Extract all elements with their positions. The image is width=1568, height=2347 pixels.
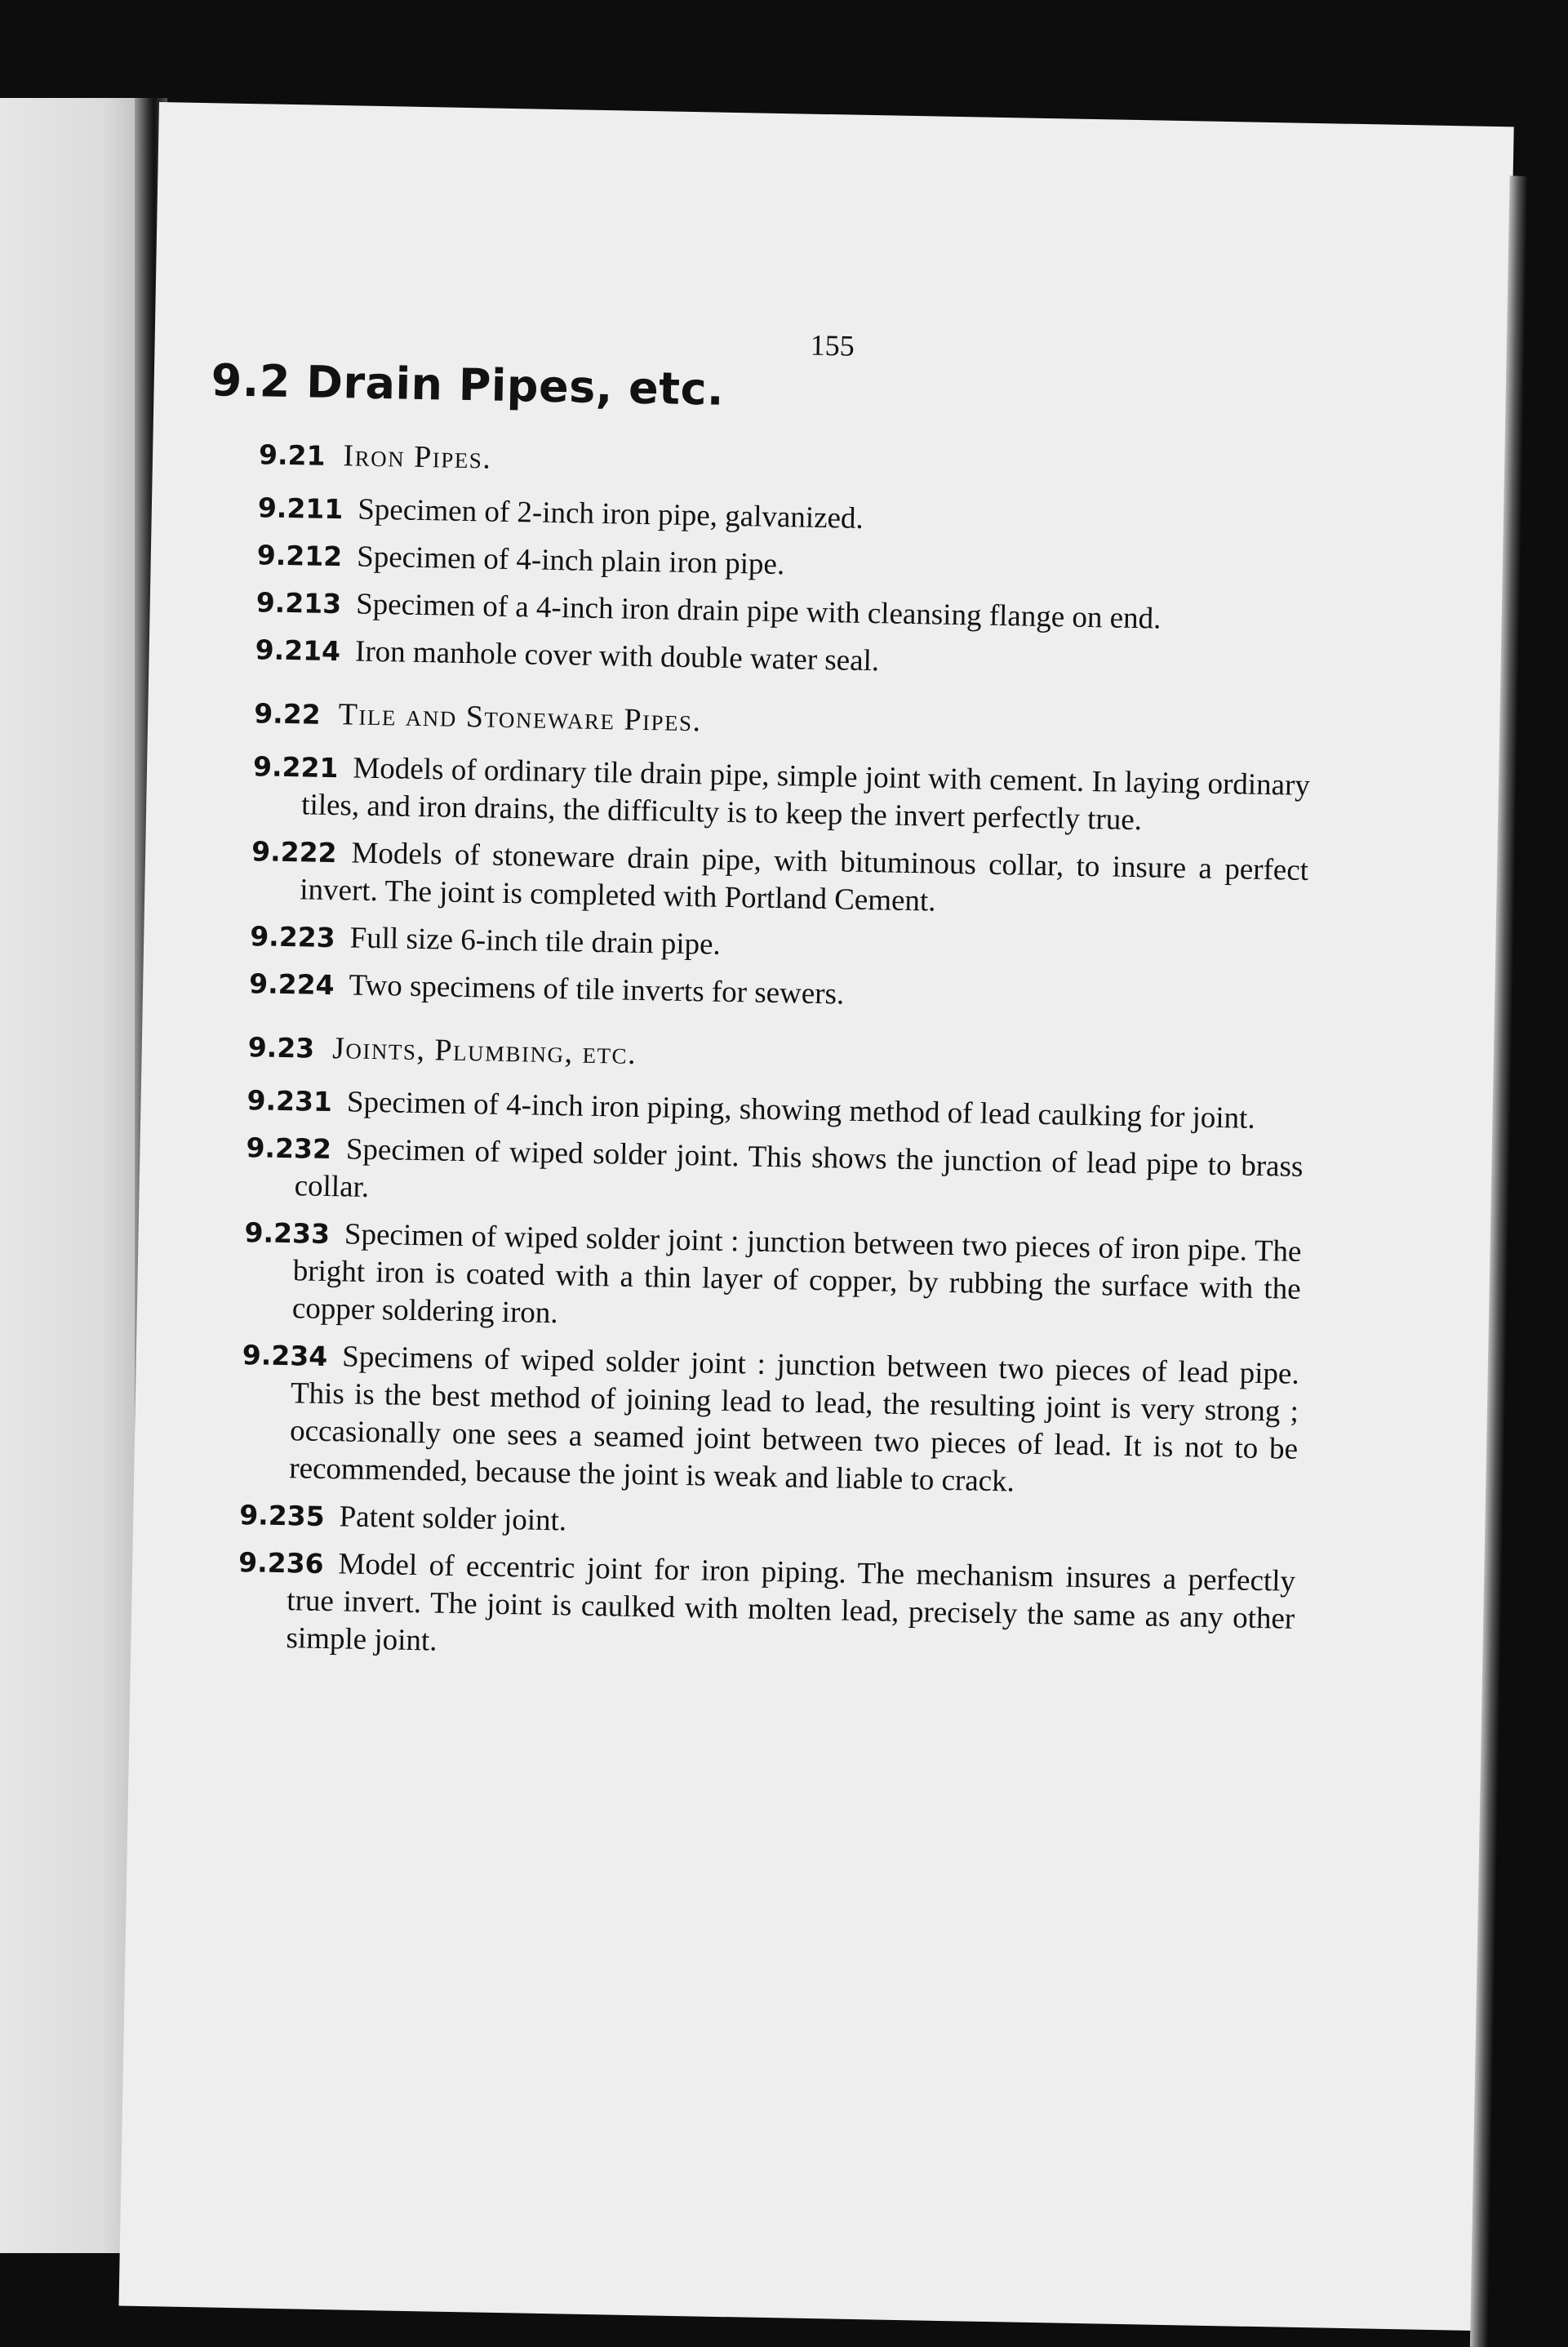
item-text: Specimen of wiped solder joint : junction between two pieces of iron pipe. The bright iron is coated with a thin layer of copper, by rubbing the surface with the copper soldering iron. <box>291 1217 1302 1331</box>
item-number: 9.235 <box>238 1499 326 1533</box>
subsection-heading <box>148 691 1504 756</box>
list-item <box>137 1212 1494 1349</box>
item-number: 9.234 <box>242 1339 328 1373</box>
item-number: 9.222 <box>251 835 337 869</box>
item-text: Specimen of 2-inch iron pipe, galvanized. <box>357 492 864 536</box>
list-item <box>146 746 1502 846</box>
item-text: Specimen of wiped solder joint. This shows the junction of lead pipe to brass collar. <box>294 1132 1304 1204</box>
book-page <box>119 102 1514 2331</box>
item-text: Models of ordinary tile drain pipe, simple joint with cement. In laying ordinary tiles, and iron drains, the difficulty is to keep the invert perfectly true. <box>300 751 1311 838</box>
item-number: 9.214 <box>255 633 341 668</box>
subsection-number: 9.21 <box>258 438 326 472</box>
item-text: Iron manhole cover with double water seal. <box>354 634 880 678</box>
subsection-title: Joints, Plumbing, etc. <box>331 1031 637 1071</box>
item-text: Models of stoneware drain pipe, with bituminous collar, to insure a perfect invert. The joint is completed with Portland Cement. <box>299 836 1309 918</box>
subsection-title: Tile and Stoneware Pipes. <box>338 697 702 739</box>
item-text: Specimens of wiped solder joint : junction between two pieces of lead pipe. This is the best method of joining lead to lead, the resulting joint is very strong ; occasionally one sees a seamed joint between two pieces of lead. It is not to be recommended, because the joint is weak and liable to crack. <box>288 1340 1300 1499</box>
item-text: Full size 6-inch tile drain pipe. <box>349 921 722 962</box>
item-text: Specimen of 4-inch iron piping, showing method of lead caulking for joint. <box>346 1085 1256 1136</box>
subsection-title: Iron Pipes. <box>343 438 492 476</box>
item-text: Specimen of a 4-inch iron drain pipe with cleansing flange on end. <box>355 587 1162 636</box>
item-number: 9.236 <box>238 1546 324 1580</box>
item-number: 9.221 <box>252 750 339 785</box>
subsection-iron-pipes <box>149 433 1508 691</box>
page-number: 155 <box>810 328 855 362</box>
item-number: 9.231 <box>247 1084 333 1118</box>
item-text: Patent solder joint. <box>339 1500 567 1538</box>
item-text: Specimen of 4-inch plain iron pipe. <box>356 540 785 582</box>
subsection-number: 9.22 <box>253 697 322 731</box>
list-item <box>134 1335 1491 1509</box>
list-item <box>131 1542 1487 1679</box>
item-number: 9.223 <box>249 920 336 954</box>
subsection-number: 9.23 <box>247 1031 315 1065</box>
list-item <box>139 1127 1495 1227</box>
subsection-heading <box>153 433 1508 497</box>
page-content <box>131 433 1508 1704</box>
subsection-joints-plumbing <box>131 1025 1497 1679</box>
item-number: 9.213 <box>255 586 342 620</box>
item-number: 9.232 <box>246 1131 332 1166</box>
section-title: 9.2 Drain Pipes, etc. <box>211 354 725 416</box>
item-number: 9.224 <box>248 967 335 1002</box>
item-number: 9.212 <box>256 539 343 573</box>
subsection-heading <box>141 1025 1497 1090</box>
item-number: 9.233 <box>244 1216 331 1251</box>
subsection-tile-stoneware-pipes <box>143 691 1504 1025</box>
item-number: 9.211 <box>257 491 344 526</box>
list-item <box>144 831 1500 931</box>
item-text: Model of eccentric joint for iron piping. The mechanism insures a perfectly true invert. The joint is caulked with molten lead, precisely the same as any other simple joint. <box>286 1547 1296 1658</box>
item-text: Two specimens of tile inverts for sewers. <box>349 968 845 1011</box>
